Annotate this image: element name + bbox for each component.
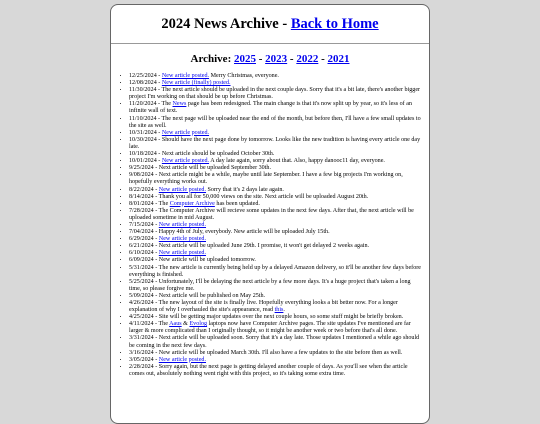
news-entry [129, 335, 423, 349]
news-entry-text: 4/26/2024 - The new layout of the site is finally live. Hopefully everything looks a bit better now. For a longer explanation of why I overhauled the site's appearance, read [129, 300, 398, 314]
archive-nav [111, 53, 429, 65]
archive-year-2023-link[interactable]: 2023 [265, 53, 288, 65]
header-divider [111, 43, 429, 44]
news-entry [129, 194, 423, 201]
news-entry-text: 6/09/2024 - New article will be uploaded tomorrow. [129, 257, 256, 264]
news-entry [129, 151, 423, 158]
news-entry-link[interactable]: New article posted. [161, 158, 210, 165]
news-entry [129, 250, 423, 257]
news-entry-text: 4/11/2024 - The [129, 321, 170, 328]
archive-separator: - [321, 53, 325, 65]
news-entry-link[interactable]: New article posted. [161, 73, 210, 79]
news-entry-text: 8/22/2024 - [129, 186, 159, 193]
news-entry-text: Merry Christmas, everyone. [209, 73, 279, 79]
news-entry-text: 11/30/2024 - The next article should be uploaded in the next couple days. Sorry that it's a bit late, there's another bigger project I'm working on that should be up before Christmas. [129, 87, 421, 101]
news-entry-text: 5/09/2024 - Next article will be published on May 25th. [129, 292, 266, 299]
news-entry [129, 130, 423, 137]
news-entry-link[interactable]: New article posted. [158, 186, 207, 193]
news-entry-text: page has been redesigned. The main change is that it's now split up by year, so it's less of an infinite wall of text. [129, 101, 412, 115]
news-entry-link[interactable]: Aaus [169, 321, 182, 328]
news-entry-text: 5/31/2024 - The new article is currently being held up by a delayed Amazon delivery, so it'll be another few days before everything is finished. [129, 264, 421, 278]
news-entry-text: 9/08/2024 - Next article might be a while, maybe until late September. I have a few big projects I'm working on, hopefully everything works out. [129, 172, 403, 186]
archive-separator: - [289, 53, 294, 65]
news-entry-link[interactable]: Computer Archive [169, 200, 215, 207]
news-entry-list [111, 73, 429, 378]
news-entry-text: 10/18/2024 - Next article should be uploaded October 30th. [129, 151, 275, 158]
news-entry-text: 8/01/2024 - The [129, 200, 170, 207]
news-entry [129, 80, 423, 87]
archive-separator: - [258, 53, 263, 65]
news-entry [129, 222, 423, 229]
news-archive-panel [110, 4, 430, 424]
news-entry [129, 357, 423, 364]
news-entry-text: 8/14/2024 - Thank you all for 50,000 views on the site. Next article will be uploaded August 20th. [129, 193, 369, 200]
news-entry-link[interactable]: New article posted. [158, 356, 207, 363]
news-entry-link[interactable]: Evolog [189, 321, 208, 328]
news-entry [129, 236, 423, 243]
news-entry-link[interactable]: this [274, 307, 284, 314]
news-entry [129, 364, 423, 378]
news-entry-text: 7/04/2024 - Happy 4th of July, everybody. New article will be uploaded July 15th. [129, 229, 330, 236]
news-entry-text: 9/25/2024 - Next article will be uploaded September 30th. [129, 165, 271, 172]
news-entry-text: Sorry that it's 2 days late again. [206, 186, 284, 193]
news-entry [129, 321, 423, 335]
news-entry-text: 7/28/2024 - The Computer Archive will recieve some updates in the next few days. After that, the next article will be uploaded sometime in mid August. [129, 207, 414, 221]
news-entry-link[interactable]: New article posted. [158, 236, 207, 243]
news-entry [129, 208, 423, 222]
news-entry-text: 11/20/2024 - The [129, 101, 173, 108]
news-entry-link[interactable]: New article posted. [158, 221, 207, 228]
news-entry [129, 101, 423, 115]
news-entry [129, 293, 423, 300]
news-entry-text: 12/08/2024 - [129, 80, 162, 87]
news-entry-text: . [283, 307, 285, 314]
news-entry-text: 2/28/2024 - Sorry again, but the next page is getting delayed another couple of days. As you'll see when the article comes out, absolutely nothing went right with this project, so it's taking some extra time. [129, 363, 408, 377]
news-entry [129, 201, 423, 208]
archive-year-2022-link[interactable]: 2022 [296, 53, 319, 65]
news-entry [129, 87, 423, 101]
back-to-home-link[interactable]: Back to Home [290, 16, 379, 32]
archive-label: Archive: [190, 53, 232, 65]
news-entry [129, 300, 423, 314]
news-entry-text: 12/25/2024 - [129, 73, 162, 79]
news-entry [129, 137, 423, 151]
news-entry-text: 6/21/2024 - Next article will be uploaded June 29th. I promise, it won't get delayed 2 weeks again. [129, 243, 370, 250]
news-entry-text: A day late again, sorry about that. Also, happy danooc11 day, everyone. [209, 158, 385, 165]
news-entry-text: 3/16/2024 - New article will be uploaded March 30th. I'll also have a few updates to the site before then as well. [129, 349, 403, 356]
news-entry-text: 4/25/2024 - Site will be getting major updates over the next couple hours, so some stuff might be briefly broken. [129, 314, 404, 321]
news-entry [129, 265, 423, 279]
news-entry [129, 116, 423, 130]
news-entry-text: 6/29/2024 - [129, 236, 159, 243]
news-entry-text: 7/15/2024 - [129, 221, 159, 228]
news-entry-text: 3/31/2024 - Next article will be uploaded soon. Sorry that it's a day late. Those updates I mentioned a while ago should be coming in the next few days. [129, 335, 420, 349]
news-entry-text: 11/10/2024 - The next page will be uploaded near the end of the month, but before then, I'll have a few small updates to the site as well. [129, 115, 421, 129]
news-entry-link[interactable]: New article posted. [161, 129, 210, 136]
news-entry [129, 158, 423, 165]
news-entry-text: 5/25/2024 - Unfortunately, I'll be delaying the next article by a few more days. It's a huge project that's taken a long time, so please forgive me. [129, 278, 411, 292]
news-entry [129, 279, 423, 293]
page-title-text: 2024 News Archive - [161, 16, 291, 32]
news-entry-text: laptops now have Computer Archive pages. The site updates I've mentioned are far larger & more complicated than I originally thought, so it might be another week or two before that's all done. [129, 321, 411, 335]
news-entry-link[interactable]: News [172, 101, 187, 108]
news-entry [129, 243, 423, 250]
news-entry [129, 187, 423, 194]
news-entry [129, 257, 423, 264]
news-entry-link[interactable]: New article (finally) posted. [161, 80, 231, 87]
news-entry [129, 229, 423, 236]
news-entry-link[interactable]: New article posted. [158, 250, 207, 257]
page-title [111, 16, 429, 33]
archive-year-2025-link[interactable]: 2025 [233, 53, 256, 65]
news-entry-text: 10/31/2024 - [129, 129, 162, 136]
news-entry-text: & [181, 321, 190, 328]
news-entry [129, 350, 423, 357]
news-entry-text: 6/10/2024 - [129, 250, 159, 257]
archive-year-2021-link[interactable]: 2021 [327, 53, 350, 65]
news-entry [129, 172, 423, 186]
news-entry-text: 3/05/2024 - [129, 356, 159, 363]
news-entry-text: 10/01/2024 - [129, 158, 162, 165]
news-entry-text: has been updated. [214, 200, 260, 207]
news-entry-text: 10/30/2024 - Should have the next page done by tomorrow. Looks like the new tradition is having every article one day late. [129, 136, 421, 150]
